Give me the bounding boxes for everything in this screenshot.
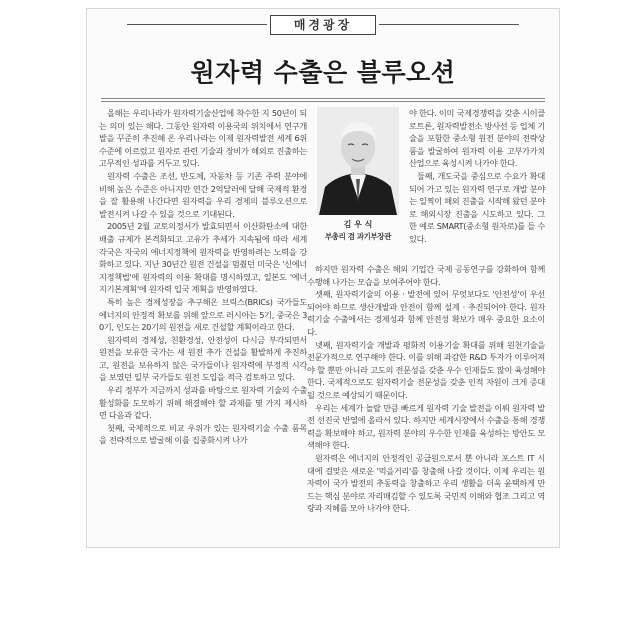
paragraph: 원자력 수출은 조선, 반도체, 자동차 등 기존 주력 분야에 비해 높은 수준은 아니지만 연간 2억달러에 달해 국제적 환경을 잘 활용해 나간다면 원자력을 우리 경제의 블루오션으로 발전시켜 나갈 수 있을 것으로 기대된다. xyxy=(99,170,307,219)
article-column-left xyxy=(99,107,307,447)
paragraph: 특히 높은 경제성장을 추구해온 브릭스(BRICs) 국가들도 에너지의 안정적 확보를 위해 앞으로 러시아는 5기, 중국은 30기, 인도는 20기의 원전을 새로 건설할 계획이라고 한다. xyxy=(99,296,307,333)
section-rule-right xyxy=(379,24,519,25)
paragraph: 첫째, 국제적으로 비교 우위가 있는 원자력기술 수출 품목을 전략적으로 발굴해 이를 집중화시켜 나가 xyxy=(99,422,307,446)
author-title: 부총리 겸 과기부장관 xyxy=(324,232,392,241)
paragraph: 우리는 세계가 놀랄 만큼 빠르게 원자력 기술 발전을 이뤄 원자력 발전 선진국 반열에 올라서 있다. 하지만 세계시장에서 수출을 통해 경쟁력을 확보해야 하고, 원자력 분야의 우수한 인재를 육성하는 방안도 모색해야 한다. xyxy=(307,402,545,451)
author-photo xyxy=(317,107,399,215)
paragraph: 올해는 우리나라가 원자력기술산업에 착수한 지 50년이 되는 의미 있는 해다. 그동안 원자력 이용국의 위치에서 연구개발을 꾸준히 추진해 온 우리나라는 이제 원자력발전 세계 6위 수준에 이르렀고 원자로 관련 기술과 장비가 해외로 진출하는 고무적인 성과를 거두고 있다. xyxy=(99,108,307,169)
paragraph: 야 한다. 이미 국제경쟁력을 갖춘 시이클로트론, 원자력발전소 방사선 등 업체 기술을 포함한 중소형 원전 분야의 전략상품을 발굴하여 원자력 이용 고부가가치 산업으로 육성시켜 나가야 한다. xyxy=(409,108,545,169)
section-rule-left xyxy=(127,24,267,25)
section-header xyxy=(87,13,559,37)
paragraph: 하지만 원자력 수출은 해외 기업간 국제 공동연구를 강화하여 함께 수행해 나가는 모습을 보여주어야 한다. xyxy=(307,264,545,287)
author-name: 김 우 식 xyxy=(343,220,373,229)
section-label: 매경광장 xyxy=(270,15,376,35)
article-column-right-top xyxy=(409,107,545,246)
paragraph: 넷째, 원자력기술 개발과 평화적 이용기술 확대를 위해 원천기술을 전문가적으로 연구해야 한다. 이를 위해 과감한 R&D 투자가 이루어져야 할 뿐만 아니라 고도의 전문성을 갖춘 우수 인재들도 많이 육성해야 한다. 국제적으로도 원자력기술 전문성을 갖춘 인적 자원이 크게 증대될 것으로 예상되기 때문이다. xyxy=(307,339,545,400)
author-portrait-image xyxy=(317,107,399,215)
headline-rule xyxy=(101,98,545,99)
paragraph: 2005년 2월 교토의정서가 발효되면서 이산화탄소에 대한 배출 규제가 본격화되고 고유가 추세가 지속됨에 따라 세계 각국은 자국의 에너지정책에 원자력을 반영하려는 노력을 강화하고 있다. 지난 30년간 원전 건설을 멈췄던 미국은 '신에너지정책법'에 원자력의 이용 확대를 명시하였고, 일본도 '에너지기본계획'에 원자력 입국 계획을 반영하였다. xyxy=(99,221,307,295)
paragraph: 원자력의 경제성, 친환경성, 안전성이 다시금 부각되면서 원전을 보유한 국가는 새 원전 추가 건설을 활발하게 추진하고, 원전을 보유하지 않은 국가들이나 원자력에 부정적 시각을 보였던 일부 국가들도 원전 도입을 적극 검토하고 있다. xyxy=(99,334,307,383)
newspaper-clipping xyxy=(86,8,560,548)
article-column-right xyxy=(307,263,545,515)
paragraph: 셋째, 원자력기술의 이용 · 발전에 있어 무엇보다도 '안전성'이 우선되어야 하므로 생산개발과 안전이 함께 설계 · 추진되어야 한다. 원자력기술 수출에서는 경제성과 함께 안전성 확보가 매우 중요한 요소이다. xyxy=(307,289,545,337)
paragraph: 둘째, 개도국을 중심으로 수요가 확대되어 가고 있는 원자력 연구로 개발 분야는 일찍이 해외 진출을 시작해 왔던 분야로 해외시장 진출을 시도하고 있다. 그 한 예로 SMART(중소형 원자로)를 들 수 있다. xyxy=(409,170,545,244)
article-headline: 원자력 수출은 블루오션 xyxy=(190,58,456,87)
paragraph: 원자력은 에너지의 안정적인 공급원으로서 뿐 아니라 포스트 IT 시대에 걸맞은 새로운 '먹을거리'를 창출해 나갈 것이다. 이제 우리는 원자력이 국가 발전의 추동력을 창출하고 우리 생활을 더욱 윤택하게 만드는 핵심 분야로 자리매김할 수 있도록 국민적 이해와 협조 그리고 역량과 지혜를 모아 나가야 한다. xyxy=(307,452,545,514)
author-photo-block xyxy=(313,107,403,257)
paragraph: 우리 정부가 지금까지 성과를 바탕으로 원자력 기술의 수출 활성화를 도모하기 위해 해결해야 할 과제를 몇 가지 제시하면 다음과 같다. xyxy=(99,385,307,421)
headline-rule-double xyxy=(101,101,545,102)
